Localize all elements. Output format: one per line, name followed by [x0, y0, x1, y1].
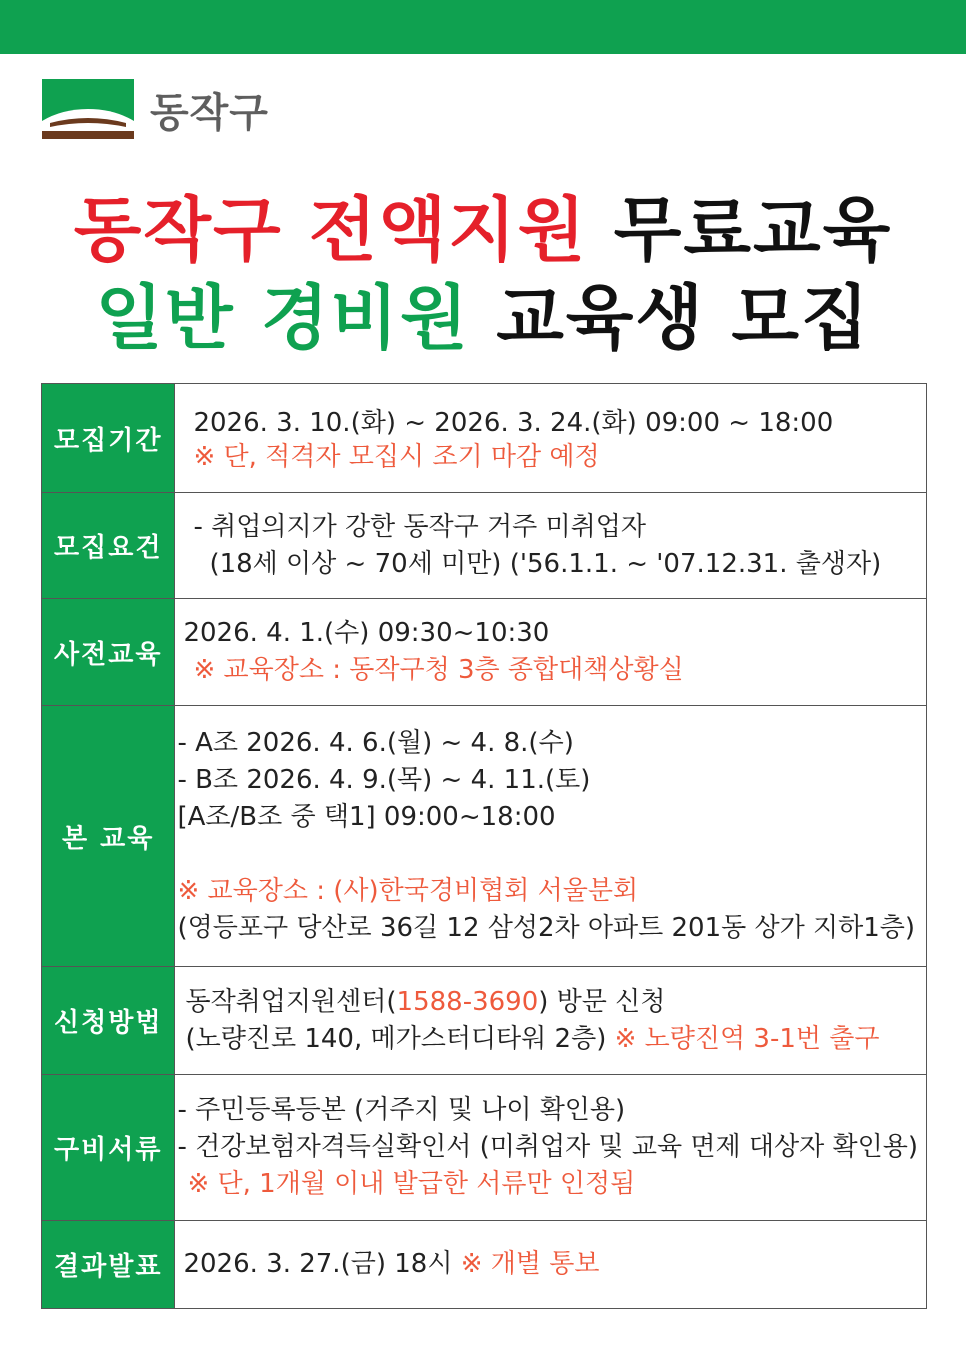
row-main-education — [42, 706, 927, 967]
label-main-education: 본 교육 — [42, 706, 175, 967]
pre-education-note: ※ 교육장소 : 동작구청 3층 종합대책상황실 — [193, 655, 684, 685]
label-result: 결과발표 — [42, 1221, 175, 1309]
label-pre-education: 사전교육 — [42, 599, 175, 706]
documents-line-1: - 주민등록등본 (거주지 및 나이 확인용) — [177, 1095, 626, 1125]
documents-note: ※ 단, 1개월 이내 발급한 서류만 인정됨 — [187, 1169, 636, 1199]
label-documents: 구비서류 — [42, 1075, 175, 1221]
row-period — [42, 384, 927, 493]
requirements-line-2: (18세 이상 ~ 70세 미만) ('56.1.1. ~ '07.12.31. 출생자) — [209, 548, 882, 579]
main-education-address: (영등포구 당산로 36길 12 삼성2차 아파트 201동 상가 지하1층) — [177, 913, 916, 943]
pre-education-time: 2026. 4. 1.(수) 09:30~10:30 — [183, 618, 550, 648]
headline-black-text-2: 교육생 모집 — [496, 277, 871, 359]
requirements-line-1: - 취업의지가 강한 동작구 거주 미취업자 — [193, 511, 647, 542]
content-apply — [175, 967, 927, 1075]
main-education-note: ※ 교육장소 : (사)한국경비협회 서울분회 — [177, 876, 639, 906]
period-note: ※ 단, 적격자 모집시 조기 마감 예정 — [193, 441, 600, 472]
info-table — [41, 383, 927, 1309]
label-period: 모집기간 — [42, 384, 175, 493]
label-apply: 신청방법 — [42, 967, 175, 1075]
headline-line-1 — [0, 186, 966, 274]
apply-visit: ) 방문 신청 — [538, 986, 666, 1017]
content-requirements — [175, 493, 927, 599]
label-requirements: 모집요건 — [42, 493, 175, 599]
page-headline — [0, 186, 966, 362]
result-note: ※ 개별 통보 — [460, 1249, 600, 1279]
logo-text: 동작구 — [150, 89, 269, 136]
apply-address: (노량진로 140, 메가스터디타워 2층) — [185, 1023, 607, 1054]
main-education-hours: [A조/B조 중 택1] 09:00~18:00 — [177, 802, 556, 832]
apply-note: ※ 노량진역 3-1번 출구 — [614, 1023, 880, 1054]
documents-line-2: - 건강보험자격득실확인서 (미취업자 및 교육 면제 대상자 확인용) — [177, 1132, 918, 1162]
headline-red-text: 동작구 전액지원 — [73, 189, 588, 271]
period-dates: 2026. 3. 10.(화) ~ 2026. 3. 24.(화) 09:00 ~ 18:00 — [193, 407, 834, 438]
dongjak-emblem-icon — [42, 79, 134, 139]
content-period — [175, 384, 927, 493]
content-main-education — [175, 706, 927, 967]
row-apply — [42, 967, 927, 1075]
row-result — [42, 1221, 927, 1309]
main-education-group-a: - A조 2026. 4. 6.(월) ~ 4. 8.(수) — [177, 728, 574, 758]
apply-center-name: 동작취업지원센터( — [185, 986, 397, 1017]
content-documents — [175, 1075, 927, 1221]
row-requirements — [42, 493, 927, 599]
result-date: 2026. 3. 27.(금) 18시 — [183, 1249, 453, 1279]
apply-line-1 — [183, 984, 918, 1021]
content-pre-education — [175, 599, 927, 706]
main-education-group-b: - B조 2026. 4. 9.(목) ~ 4. 11.(토) — [177, 765, 591, 795]
row-pre-education — [42, 599, 927, 706]
headline-line-2 — [0, 274, 966, 362]
spacer — [177, 836, 918, 873]
headline-green-text: 일반 경비원 — [95, 277, 470, 359]
content-result — [175, 1221, 927, 1309]
headline-black-text-1: 무료교육 — [613, 189, 893, 271]
row-documents — [42, 1075, 927, 1221]
result-line — [183, 1246, 918, 1283]
apply-line-2 — [183, 1021, 918, 1058]
top-green-bar — [0, 0, 966, 54]
apply-phone: 1588-3690 — [396, 986, 539, 1017]
dongjak-logo — [42, 78, 269, 140]
